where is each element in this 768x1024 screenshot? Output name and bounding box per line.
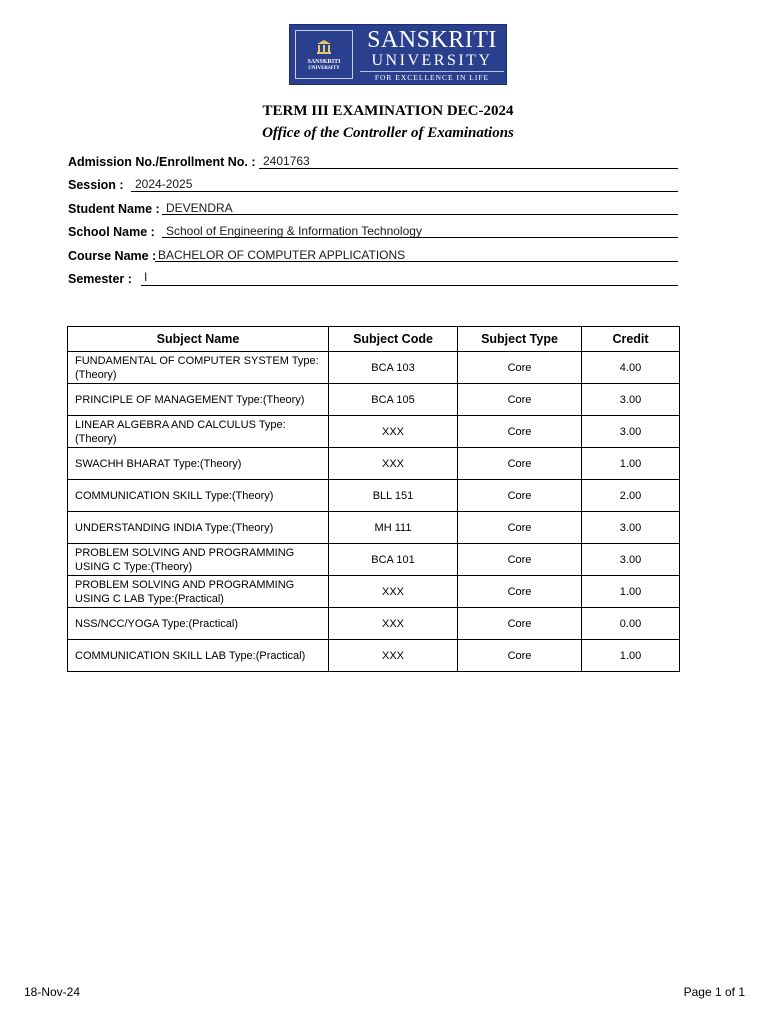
- subject-type-cell: Core: [458, 640, 582, 672]
- logo-name: SANSKRITI: [367, 27, 497, 53]
- subject-name-cell: PROBLEM SOLVING AND PROGRAMMING USING C LAB Type:(Practical): [68, 576, 329, 608]
- header-subject-type: Subject Type: [458, 327, 582, 352]
- subject-name-cell: SWACHH BHARAT Type:(Theory): [68, 448, 329, 480]
- semester-value: I: [144, 270, 148, 284]
- subject-name-cell: UNDERSTANDING INDIA Type:(Theory): [68, 512, 329, 544]
- school-name-label: School Name :: [68, 225, 155, 239]
- table-header-row: [68, 327, 680, 352]
- course-name-label: Course Name :: [68, 249, 157, 263]
- credit-cell: 1.00: [582, 640, 680, 672]
- footer-page-number: Page 1 of 1: [683, 985, 745, 999]
- subject-type-cell: Core: [458, 352, 582, 384]
- exam-title: TERM III EXAMINATION DEC-2024: [262, 103, 514, 119]
- office-subtitle: Office of the Controller of Examinations: [262, 125, 514, 141]
- admission-label: Admission No./Enrollment No. :: [68, 155, 256, 169]
- table-row: [68, 416, 680, 448]
- subject-name-cell: COMMUNICATION SKILL LAB Type:(Practical): [68, 640, 329, 672]
- subject-code-cell: BCA 105: [329, 384, 458, 416]
- subjects-table: [67, 326, 680, 672]
- subject-type-cell: Core: [458, 544, 582, 576]
- subject-code-cell: BCA 103: [329, 352, 458, 384]
- subject-name-cell: FUNDAMENTAL OF COMPUTER SYSTEM Type:(Theory): [68, 352, 329, 384]
- school-name-underline: [162, 237, 678, 238]
- subject-name-cell: NSS/NCC/YOGA Type:(Practical): [68, 608, 329, 640]
- credit-cell: 0.00: [582, 608, 680, 640]
- school-name-value: School of Engineering & Information Technology: [166, 224, 422, 238]
- table-row: [68, 608, 680, 640]
- subject-type-cell: Core: [458, 608, 582, 640]
- session-value: 2024-2025: [135, 177, 193, 191]
- subject-name-cell: PROBLEM SOLVING AND PROGRAMMING USING C Type:(Theory): [68, 544, 329, 576]
- subject-code-cell: XXX: [329, 416, 458, 448]
- student-name-underline: [162, 214, 678, 215]
- course-name-value: BACHELOR OF COMPUTER APPLICATIONS: [158, 248, 406, 262]
- table-row: [68, 352, 680, 384]
- credit-cell: 1.00: [582, 448, 680, 480]
- subject-type-cell: Core: [458, 512, 582, 544]
- subject-code-cell: XXX: [329, 448, 458, 480]
- credit-cell: 3.00: [582, 384, 680, 416]
- logo-tagline: FOR EXCELLENCE IN LIFE: [360, 71, 504, 82]
- subject-code-cell: MH 111: [329, 512, 458, 544]
- subject-type-cell: Core: [458, 416, 582, 448]
- admission-value: 2401763: [263, 154, 310, 168]
- subject-type-cell: Core: [458, 448, 582, 480]
- subject-name-cell: COMMUNICATION SKILL Type:(Theory): [68, 480, 329, 512]
- header-credit: Credit: [582, 327, 680, 352]
- session-underline: [131, 191, 678, 192]
- course-name-underline: [155, 261, 678, 262]
- logo-subname: UNIVERSITY: [371, 52, 493, 69]
- table-row: [68, 640, 680, 672]
- table-row: [68, 576, 680, 608]
- credit-cell: 3.00: [582, 512, 680, 544]
- subject-code-cell: BLL 151: [329, 480, 458, 512]
- subject-type-cell: Core: [458, 576, 582, 608]
- credit-cell: 4.00: [582, 352, 680, 384]
- subject-type-cell: Core: [458, 384, 582, 416]
- student-name-label: Student Name :: [68, 202, 160, 216]
- logo-mini-subname: UNIVERSITY: [308, 66, 340, 71]
- footer-date: 18-Nov-24: [24, 985, 81, 999]
- table-row: [68, 512, 680, 544]
- subject-code-cell: BCA 101: [329, 544, 458, 576]
- header-subject-name: Subject Name: [68, 327, 329, 352]
- table-row: [68, 384, 680, 416]
- table-row: [68, 448, 680, 480]
- credit-cell: 3.00: [582, 544, 680, 576]
- university-building-icon: [316, 39, 332, 55]
- subject-type-cell: Core: [458, 480, 582, 512]
- subject-name-cell: LINEAR ALGEBRA AND CALCULUS Type:(Theory): [68, 416, 329, 448]
- header-subject-code: Subject Code: [329, 327, 458, 352]
- table-row: [68, 544, 680, 576]
- logo-emblem: [295, 30, 353, 79]
- subject-name-cell: PRINCIPLE OF MANAGEMENT Type:(Theory): [68, 384, 329, 416]
- credit-cell: 3.00: [582, 416, 680, 448]
- logo-mini-name: SANSKRITI: [307, 59, 341, 65]
- semester-underline: [141, 285, 678, 286]
- admission-underline: [259, 168, 678, 169]
- table-row: [68, 480, 680, 512]
- university-logo: [289, 24, 507, 85]
- credit-cell: 2.00: [582, 480, 680, 512]
- subject-code-cell: XXX: [329, 576, 458, 608]
- semester-label: Semester :: [68, 272, 132, 286]
- credit-cell: 1.00: [582, 576, 680, 608]
- student-name-value: DEVENDRA: [166, 201, 233, 215]
- subject-code-cell: XXX: [329, 640, 458, 672]
- subject-code-cell: XXX: [329, 608, 458, 640]
- session-label: Session :: [68, 178, 124, 192]
